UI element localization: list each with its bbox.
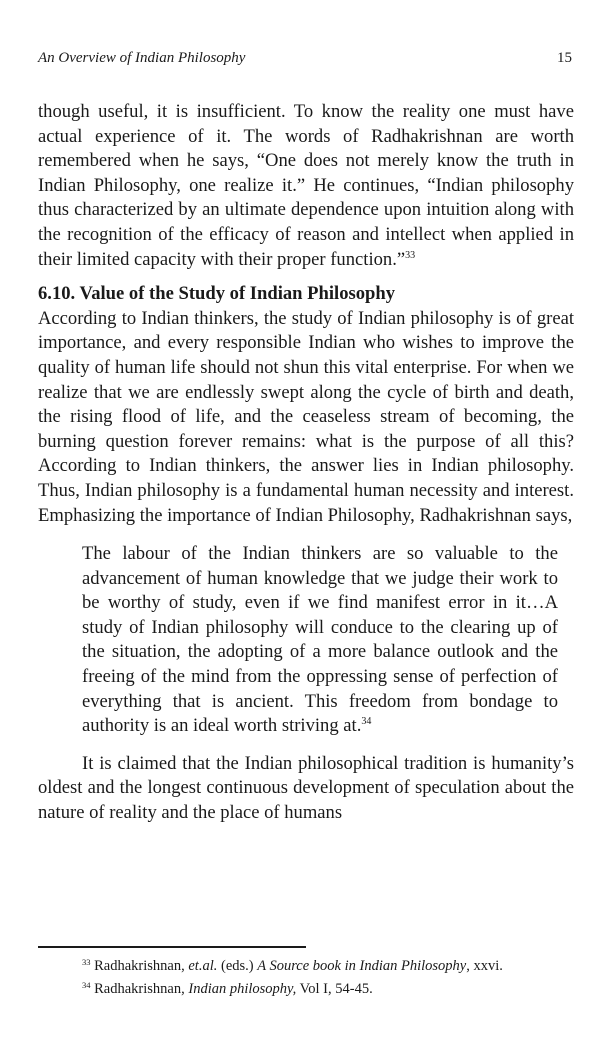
running-header [38, 50, 572, 67]
footnote-work-title: A Source book in Indian Philosophy [257, 958, 467, 974]
block-quote [82, 542, 558, 739]
footnote-pages: , xxvi. [466, 958, 503, 974]
footnote-work-title: Indian philosophy, [188, 981, 297, 997]
footnote-number: 34 [82, 980, 91, 990]
quote-text: The labour of the Indian thinkers are so valuable to the advancement of human knowledge that we judge their work to be worthy of study, even if we find manifest error in it…A study of Indian philosophy will conduce to the clearing up of the situation, the adopting of a more balance outlook and the freeing of the mind from the oppressing sense of perfection of everything that is ancient. This freedom from bondage to authority is an ideal worth striving at. [82, 543, 558, 737]
footnote-editors: (eds.) [217, 958, 258, 974]
footnote-author: Radhakrishnan, [94, 958, 189, 974]
paragraph-claim: It is claimed that the Indian philosophical tradition is humanity’s oldest and the longest continuous development of speculation about the nature of reality and the place of humans [38, 752, 574, 824]
footnote-34 [82, 978, 574, 1001]
footnotes [82, 955, 574, 1001]
body-text [38, 100, 574, 826]
footnote-number: 33 [82, 957, 91, 967]
page-number: 15 [557, 50, 572, 66]
footnote-author: Radhakrishnan, [94, 981, 189, 997]
section-heading: 6.10. Value of the Study of Indian Philosophy [38, 283, 396, 305]
footnote-ref-34[interactable]: 34 [361, 716, 372, 728]
footnote-etal: et.al. [188, 958, 218, 974]
footnote-ref-33[interactable]: 33 [405, 249, 416, 261]
paragraph-text: though useful, it is insufficient. To know the reality one must have actual experience of it. The words of Radhakrishnan are worth remembered when he says, “One does not merely know the truth in Indian Philosophy, one realize it.” He continues, “Indian philosophy thus characterized by an ultimate dependence upon intuition along with the recognition of the efficacy of reason and intellect when applied in their limited capacity with their proper function.” [38, 101, 574, 270]
footnote-pages: Vol I, 54-45. [296, 981, 373, 997]
footnote-33 [82, 955, 574, 978]
paragraph-intro: According to Indian thinkers, the study of Indian philosophy is of great importance, and every responsible Indian who wishes to improve the quality of human life should not shun this vital enterprise. For when we realize that we are endlessly swept along the cycle of birth and death, the rising flood of life, and the ceaseless stream of becoming, the burning question forever remains: what is the purpose of all this? According to Indian thinkers, the answer lies in Indian philosophy. Thus, Indian philosophy is a fundamental human necessity and interest. Emphasizing the importance of Indian Philosophy, Radhakrishnan says, [38, 307, 574, 526]
paragraph-continuation [38, 100, 574, 272]
footnote-divider [38, 946, 306, 948]
running-title: An Overview of Indian Philosophy [38, 50, 246, 66]
